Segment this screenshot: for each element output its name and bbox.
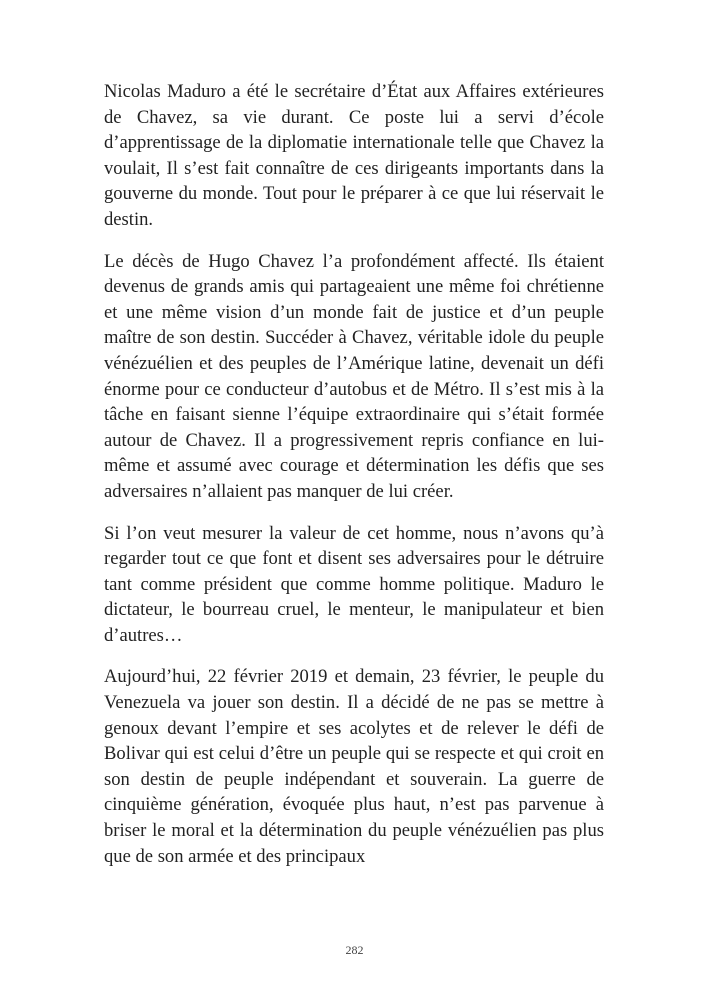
paragraph-3: Si l’on veut mesurer la valeur de cet homme, nous n’avons qu’à regarder tout ce que font et disent ses adversaires pour le détruire tant comme président que comme homme politique. Maduro le dictateur, le bourreau cruel, le menteur, le manipulateur et bien d’autres… <box>104 522 604 646</box>
page-number: 282 <box>345 943 364 957</box>
paragraph-2: Le décès de Hugo Chavez l’a profondément affecté. Ils étaient devenus de grands amis qui partageaient une même foi chrétienne et une même vision d’un monde fait de justice et d’un peuple maître de son destin. Succéder à Chavez, véritable idole du peuple vénézuélien et des peuples de l’Amérique latine, devenait un défi énorme pour ce conducteur d’autobus et de Métro. Il s’est mis à la tâche en faisant sienne l’équipe extraordinaire qui s’était formée autour de Chavez. Il a progressivement repris confiance en lui-même et assumé avec courage et détermination les défis que ses adversaires n’allaient pas manquer de lui créer. <box>104 250 604 502</box>
paragraph-1: Nicolas Maduro a été le secrétaire d’État aux Affaires extérieures de Chavez, sa vie durant. Ce poste lui a servi d’école d’apprentissage de la diplomatie internationale telle que Chavez la voulait, Il s’est fait connaître de ces dirigeants importants dans la gouverne du monde. Tout pour le préparer à ce que lui réservait le destin. <box>104 81 604 230</box>
paragraph-4: Aujourd’hui, 22 février 2019 et demain, 23 février, le peuple du Venezuela va jouer son destin. Il a décidé de ne pas se mettre à genoux devant l’empire et ses acolytes et de relever le défi de Bolivar qui est celui d’être un peuple qui se respecte et qui croit en son destin de peuple indépendant et souverain. La guerre de cinquième génération, évoquée plus haut, n’est pas parvenue à briser le moral et la détermination du peuple vénézuélien pas plus que de son armée et des principaux <box>104 666 604 867</box>
body-text <box>104 79 604 885</box>
